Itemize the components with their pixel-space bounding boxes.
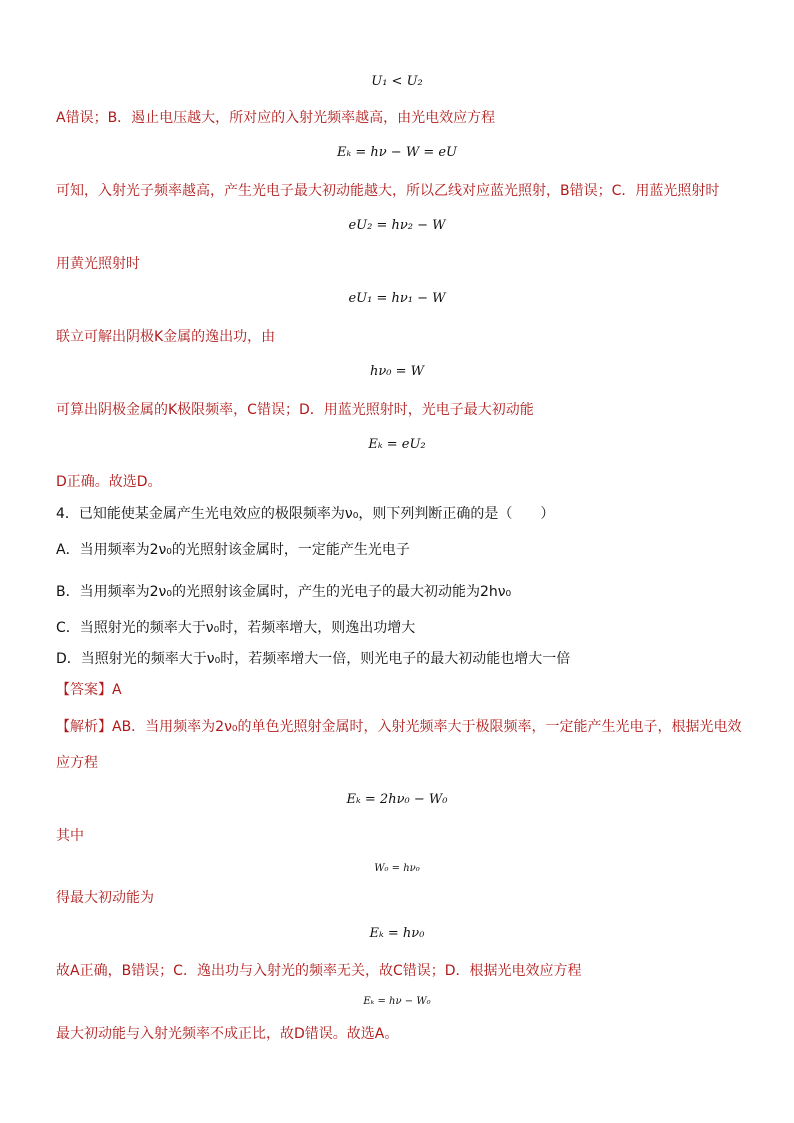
equation-max-ke: Eₖ = eU₂ [368, 437, 426, 452]
text-line: 可算出阴极金属的K极限频率，C错误；D．用蓝光照射时，光电子最大初动能 [56, 402, 534, 418]
text-line: D正确。故选D。 [56, 474, 162, 490]
text-line: 联立可解出阴极K金属的逸出功，由 [56, 329, 276, 345]
option-c: C．当照射光的频率大于ν₀时，若频率增大，则逸出功增大 [56, 620, 416, 636]
text-line: 可知，入射光子频率越高，产生光电子最大初动能越大，所以乙线对应蓝光照射，B错误；C．用蓝光照射时 [56, 183, 720, 199]
question-stem: 4．已知能使某金属产生光电效应的极限频率为ν₀，则下列判断正确的是（ ） [56, 506, 555, 522]
equation-blue-light: eU₂ = hν₂ − W [348, 218, 446, 233]
equation-photoelectric-general: Eₖ = hν − W₀ [363, 996, 431, 1007]
text-line: 其中 [56, 828, 84, 844]
equation-max-ke-2hv0: Eₖ = 2hν₀ − W₀ [346, 792, 448, 807]
equation-max-ke-hv0: Eₖ = hν₀ [369, 926, 425, 941]
equation-u1-lt-u2: U₁ < U₂ [371, 74, 423, 89]
analysis-line: 【解析】AB．当用频率为2ν₀的单色光照射金属时，入射光频率大于极限频率，一定能产生光电子，根据光电效 [56, 719, 742, 735]
equation-yellow-light: eU₁ = hν₁ − W [348, 291, 446, 306]
text-line: 最大初动能与入射光频率不成正比，故D错误。故选A。 [56, 1026, 399, 1042]
option-d: D．当照射光的频率大于ν₀时，若频率增大一倍，则光电子的最大初动能也增大一倍 [56, 651, 571, 667]
answer-line: 【答案】A [56, 682, 122, 698]
text-line: 用黄光照射时 [56, 256, 140, 272]
text-line: 故A正确，B错误；C．逸出功与入射光的频率无关，故C错误；D．根据光电效应方程 [56, 963, 582, 979]
analysis-line: 应方程 [56, 755, 98, 771]
text-line: 得最大初动能为 [56, 890, 154, 906]
option-a: A．当用频率为2ν₀的光照射该金属时，一定能产生光电子 [56, 542, 410, 558]
text-line: A错误；B．遏止电压越大，所对应的入射光频率越高，由光电效应方程 [56, 110, 496, 126]
equation-work-function: W₀ = hν₀ [374, 863, 420, 874]
equation-threshold: hν₀ = W [369, 364, 424, 379]
option-b: B．当用频率为2ν₀的光照射该金属时，产生的光电子的最大初动能为2hν₀ [56, 584, 512, 600]
equation-photoelectric: Eₖ = hν − W = eU [337, 145, 457, 160]
